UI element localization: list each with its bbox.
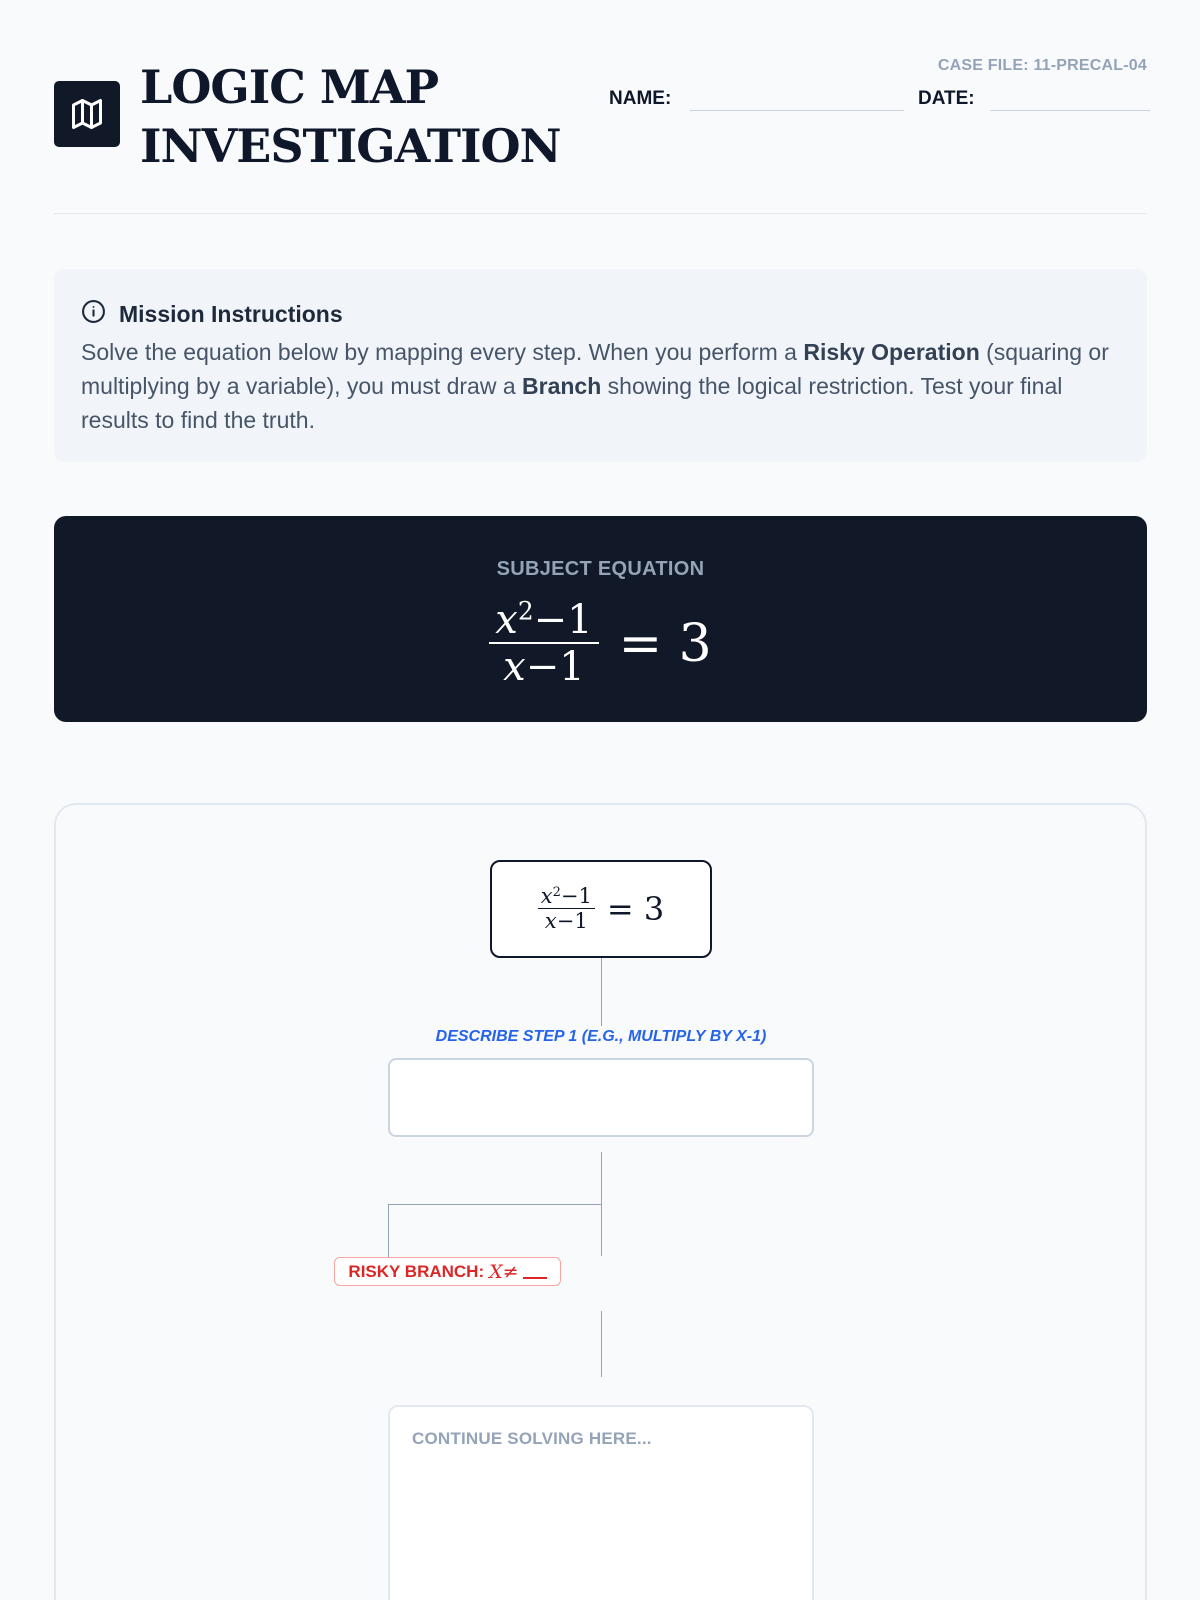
- branch-connector: [388, 1204, 389, 1257]
- instructions-text-part: showing the logical restriction. Test your final results to find the truth.: [81, 373, 1063, 433]
- risky-branch-restriction: X≠: [489, 1260, 519, 1283]
- subject-equation-label: SUBJECT EQUATION: [496, 558, 705, 580]
- equation-denominator: x−1: [503, 644, 585, 690]
- node-rhs: = 3: [606, 890, 665, 928]
- instructions-title: Mission Instructions: [119, 300, 343, 327]
- header-divider: [54, 213, 1147, 214]
- equation-rhs: = 3: [618, 614, 712, 674]
- step-1-label: DESCRIBE STEP 1 (E.G., MULTIPLY BY X-1): [435, 1028, 767, 1045]
- name-label: NAME:: [609, 88, 672, 109]
- node-fraction: [538, 885, 595, 933]
- risky-branch-label: RISKY BRANCH:: [348, 1261, 485, 1281]
- page-title: [140, 58, 580, 176]
- step-1-input[interactable]: [388, 1058, 814, 1137]
- case-file-label: CASE FILE: 11-PRECAL-04: [937, 57, 1147, 74]
- title-line-1: LOGIC MAP: [140, 60, 439, 114]
- node-numerator: $x^2-1$: [540, 884, 592, 908]
- info-icon: [81, 299, 106, 329]
- subject-equation: [54, 598, 1147, 690]
- equation-fraction: [489, 598, 598, 690]
- title-line-2: INVESTIGATION: [140, 119, 561, 173]
- risky-operation-term: Risky Operation: [803, 339, 980, 365]
- connector-line: [601, 1311, 602, 1377]
- risky-branch-badge[interactable]: [334, 1257, 561, 1286]
- branch-term: Branch: [522, 373, 602, 399]
- connector-line: [601, 1152, 602, 1256]
- start-equation-node: [490, 860, 712, 958]
- date-label: DATE:: [918, 88, 975, 109]
- connector-line: [601, 958, 602, 1026]
- name-field[interactable]: [690, 110, 904, 111]
- instructions-header: [81, 299, 343, 329]
- instructions-text-part: Solve the equation below by mapping every step. When you perform a: [81, 339, 804, 365]
- instructions-text-part: (squaring or multiplying by a variable), you must draw a: [81, 339, 1109, 399]
- instructions-text: [81, 335, 1121, 437]
- subject-equation-card: [54, 516, 1147, 722]
- continue-solving-box[interactable]: [388, 1405, 814, 1600]
- date-field[interactable]: [990, 110, 1150, 111]
- map-icon: [54, 81, 120, 147]
- branch-connector: [388, 1204, 601, 1205]
- continue-solving-placeholder: CONTINUE SOLVING HERE...: [412, 1429, 652, 1448]
- mission-instructions: [54, 269, 1147, 462]
- node-denominator: x−1: [544, 909, 588, 933]
- equation-numerator: $x^2-1$: [495, 596, 593, 643]
- restriction-blank[interactable]: [523, 1265, 547, 1279]
